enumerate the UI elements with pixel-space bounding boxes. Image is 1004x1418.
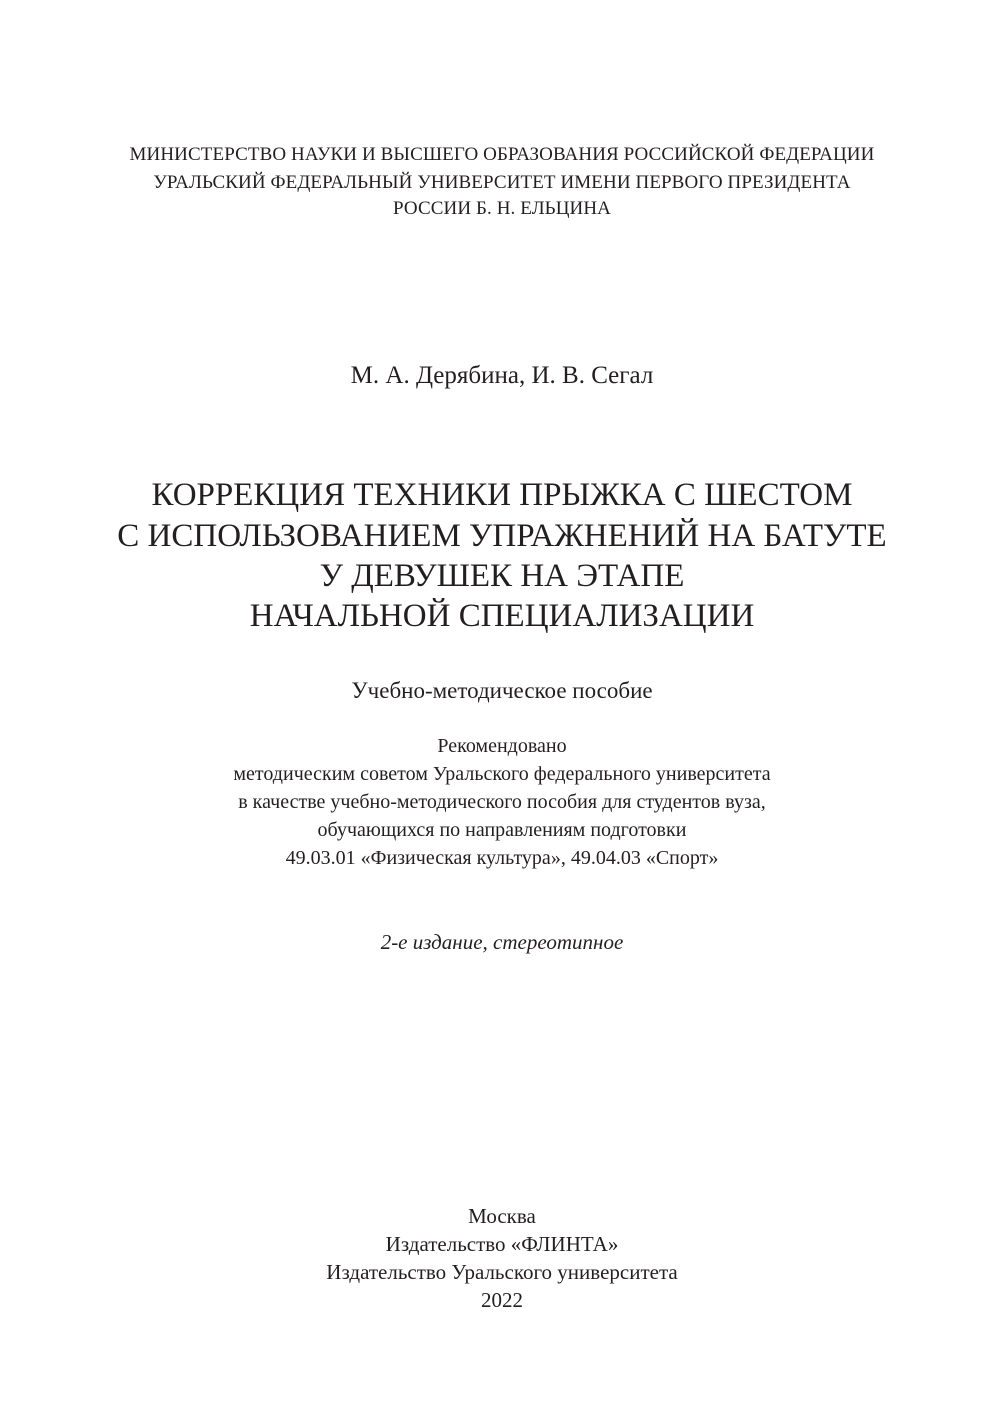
imprint-year: 2022: [481, 1288, 523, 1312]
recommendation-line-4: обучающихся по направлениям подготовки: [317, 819, 687, 841]
recommendation-line-3: в качестве учебно-методического пособия для студентов вуза,: [238, 791, 766, 813]
title-line-3: У ДЕВУШЕК НА ЭТАПЕ: [319, 558, 685, 594]
ministry-line-2: УРАЛЬСКИЙ ФЕДЕРАЛЬНЫЙ УНИВЕРСИТЕТ ИМЕНИ ПЕРВОГО ПРЕЗИДЕНТА: [153, 172, 851, 193]
recommendation-line-5: 49.03.01 «Физическая культура», 49.04.03 «Спорт»: [285, 847, 719, 869]
edition: 2-е издание, стереотипное: [380, 930, 624, 954]
recommendation-line-1: Рекомендовано: [437, 735, 567, 757]
title-line-4: НАЧАЛЬНОЙ СПЕЦИАЛИЗАЦИИ: [249, 598, 755, 634]
imprint-publisher-2: Издательство Уральского университета: [326, 1260, 678, 1284]
imprint-publisher-1: Издательство «ФЛИНТА»: [385, 1232, 619, 1256]
subtitle: Учебно-методическое пособие: [351, 678, 653, 703]
ministry-line-3: РОССИИ Б. Н. ЕЛЬЦИНА: [393, 198, 611, 219]
title-line-2: С ИСПОЛЬЗОВАНИЕМ УПРАЖНЕНИЙ НА БАТУТЕ: [117, 518, 887, 554]
ministry-line-1: МИНИСТЕРСТВО НАУКИ И ВЫСШЕГО ОБРАЗОВАНИЯ РОССИЙСКОЙ ФЕДЕРАЦИИ: [129, 144, 875, 165]
imprint-city: Москва: [468, 1204, 536, 1228]
authors: М. А. Дерябина, И. В. Сегал: [350, 362, 654, 389]
title-line-1: КОРРЕКЦИЯ ТЕХНИКИ ПРЫЖКА С ШЕСТОМ: [151, 477, 853, 513]
recommendation-line-2: методическим советом Уральского федерального университета: [233, 763, 771, 785]
